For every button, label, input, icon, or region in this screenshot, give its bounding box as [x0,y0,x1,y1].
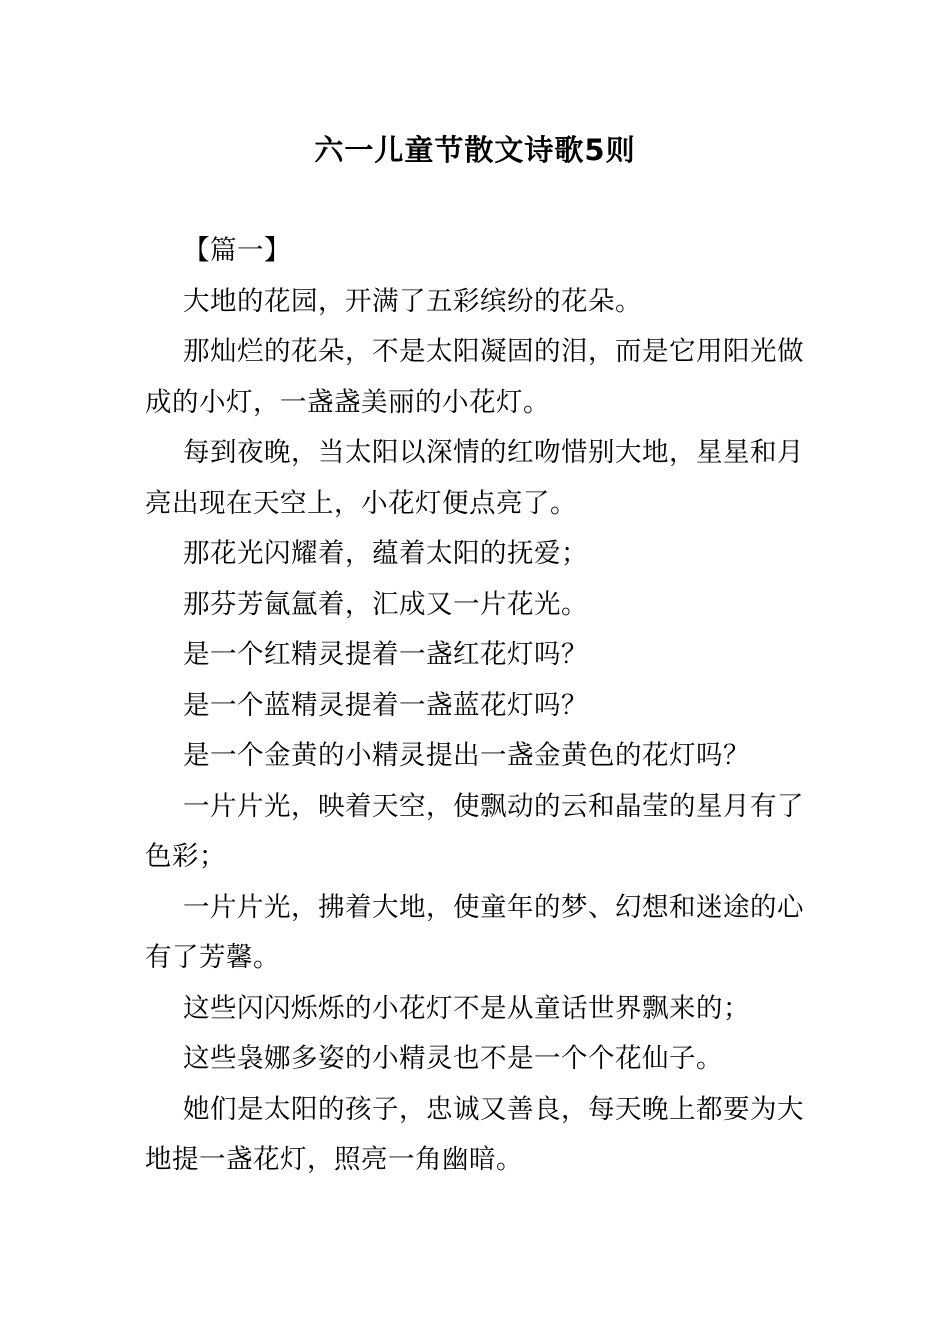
paragraph: 是一个红精灵提着一盏红花灯吗？ [183,639,588,670]
section-heading: 【篇一】 [183,235,291,266]
paragraph: 那灿烂的花朵，不是太阳凝固的泪，而是它用阳光做成的小灯，一盏盏美丽的小花灯。 [145,336,804,418]
paragraph: 是一个金黄的小精灵提出一盏金黄色的花灯吗？ [183,740,750,771]
paragraph: 大地的花园，开满了五彩缤纷的花朵。 [183,285,642,317]
paragraph: 她们是太阳的孩子，忠诚又善良，每天晚上都要为大地提一盏花灯，照亮一角幽暗。 [145,1093,804,1175]
paragraph: 那芬芳氤氲着，汇成又一片花光。 [183,588,588,620]
paragraph: 是一个蓝精灵提着一盏蓝花灯吗？ [183,689,588,721]
paragraph: 这些袅娜多姿的小精灵也不是一个个花仙子。 [183,1043,723,1074]
paragraph: 一片片光，拂着大地，使童年的梦、幻想和迷途的心有了芳馨。 [145,891,804,973]
document-body [145,226,810,1186]
paragraph: 一片片光，映着天空，使飘动的云和晶莹的星月有了色彩； [145,790,804,872]
paragraph: 那花光闪耀着，蕴着太阳的抚爱； [183,538,588,569]
paragraph: 这些闪闪烁烁的小花灯不是从童话世界飘来的； [183,992,750,1024]
document-title: 六一儿童节散文诗歌5则 [314,133,636,167]
paragraph: 每到夜晚，当太阳以深情的红吻惜别大地，星星和月亮出现在天空上，小花灯便点亮了。 [145,437,804,519]
